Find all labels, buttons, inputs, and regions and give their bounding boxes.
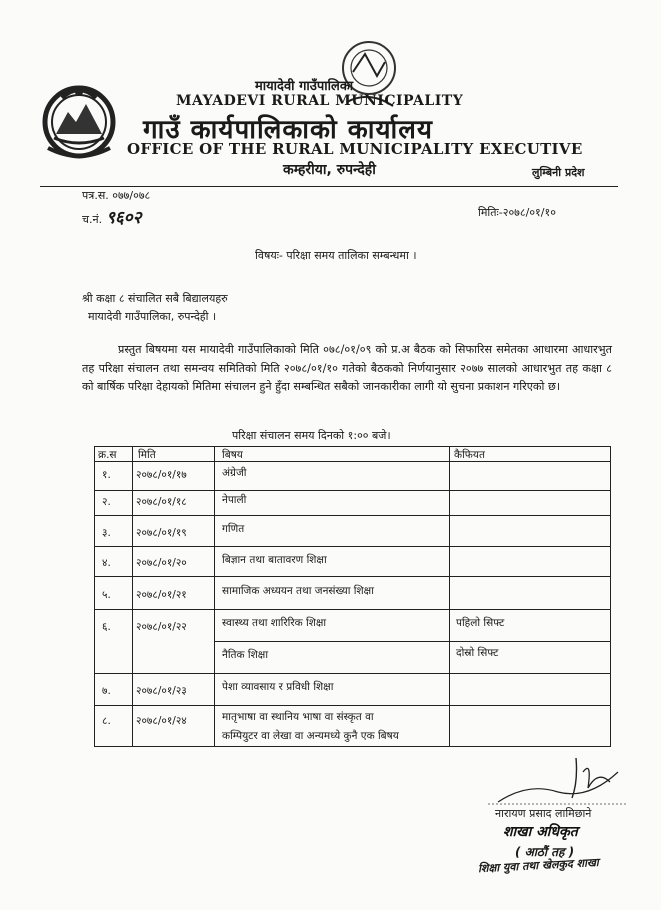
col-header-sn: क्र.स: [98, 449, 117, 461]
row-sn: ६.: [102, 621, 111, 633]
table-border: [94, 546, 611, 547]
table-border: [449, 446, 450, 747]
header-nepali-municipality: मायादेवी गाउँपालिका: [255, 79, 354, 94]
row-date: २०७८/०१/१७: [136, 469, 187, 481]
row-sn: ४.: [102, 557, 111, 569]
exam-schedule-table: [94, 446, 611, 747]
signatory-title-stamp: शाखा अधिकृत: [503, 824, 578, 840]
col-header-remark: कैफियत: [454, 449, 485, 461]
table-border: [132, 446, 133, 747]
row-sn: ७.: [102, 685, 111, 697]
nepal-emblem-icon: [38, 78, 120, 164]
row-remark: दोस्रो सिफ्ट: [456, 647, 499, 659]
table-border: [94, 705, 611, 706]
row-date: २०७८/०१/२१: [136, 589, 187, 601]
row-subject: मातृभाषा वा स्थानिय भाषा वा संस्कृत वा: [222, 711, 374, 723]
row-date: २०७८/०१/२३: [136, 685, 187, 697]
row-date: २०७८/०१/१८: [136, 496, 187, 508]
table-border: [94, 609, 611, 610]
body-paragraph: प्रस्तुत बिषयमा यस मायादेवी गाउँपालिकाको मिति ०७८/०१/०९ को प्र.अ बैठक को सिफारिस समेतका आधारमा आधारभुत तह परिक्षा संचालन तथा समन्वय समितिको मिति २०७८/०१/१० गतेको बैठकको निर्णयानुसार २०७७ सालको आधारभुत तह कक्षा ८ को बार्षिक परिक्षा देहायको मितिमा संचालन हुने हुँदा सम्बन्धित सबैको जानकारीका लागी यो सुचना प्रकाशन गरिएको छ।: [82, 343, 612, 394]
row-subject: नेपाली: [222, 494, 247, 506]
row-date: २०७८/०१/२४: [136, 715, 187, 727]
table-border: [214, 641, 611, 642]
row-date: २०७८/०१/१९: [136, 527, 187, 539]
row-sn: ३.: [102, 527, 111, 539]
row-subject: सामाजिक अध्ययन तथा जनसंख्या शिक्षा: [222, 585, 374, 597]
row-sn: २.: [102, 496, 111, 508]
col-header-subject: बिषय: [222, 449, 243, 461]
header-english-office: OFFICE OF THE RURAL MUNICIPALITY EXECUTIVE: [127, 140, 583, 158]
row-subject: नैतिक शिक्षा: [222, 649, 269, 661]
recipient-line-2: मायादेवी गाउँपालिका, रुपन्देही ।: [88, 310, 217, 323]
row-remark: पहिलो सिफ्ट: [456, 617, 505, 629]
dispatch-number: [82, 205, 141, 228]
row-subject: अंग्रेजी: [222, 467, 247, 479]
row-sn: ८.: [102, 715, 111, 727]
table-border: [94, 673, 611, 674]
dispatch-number-label: च.नं.: [82, 213, 103, 226]
letter-subject: विषयः- परिक्षा समय तालिका सम्बन्धमा ।: [255, 249, 417, 262]
row-subject: स्वास्थ्य तथा शारिरिक शिक्षा: [222, 617, 327, 629]
row-subject-line-2: कम्पियुटर वा लेखा वा अन्यमध्ये कुनै एक बिषय: [222, 730, 399, 742]
header-province: लुम्बिनी प्रदेश: [532, 166, 585, 179]
row-date: २०७८/०१/२२: [136, 621, 187, 633]
table-border: [94, 446, 95, 747]
table-border: [94, 576, 611, 577]
dispatch-number-value: ९६०२: [106, 208, 142, 228]
row-subject: बिज्ञान तथा बातावरण शिक्षा: [222, 554, 327, 566]
letter-number: पत्र.स. ०७७/०७८: [82, 189, 151, 202]
row-subject: गणित: [222, 523, 245, 535]
header-address: कम्हरीया, रुपन्देही: [283, 162, 376, 178]
signatory-level-stamp: ( आठौं तह ): [515, 845, 575, 859]
table-border: [94, 746, 611, 747]
table-caption: परिक्षा संचालन समय दिनको १:०० बजे।: [232, 429, 391, 442]
header-divider: [40, 186, 618, 187]
col-header-date: मिति: [138, 449, 156, 461]
recipient-line-1: श्री कक्षा ८ संचालित सबै बिद्यालयहरु: [82, 292, 228, 305]
signatory-name: नारायण प्रसाद लामिछाने: [495, 807, 592, 820]
table-border: [94, 490, 611, 491]
row-subject: पेशा व्यावसाय र प्रविधी शिक्षा: [222, 681, 334, 693]
table-border: [214, 446, 215, 747]
table-border: [94, 446, 611, 447]
row-sn: ५.: [102, 589, 111, 601]
signatory-section-stamp: शिक्षा युवा तथा खेलकुद शाखा: [477, 855, 600, 876]
header-english-municipality: MAYADEVI RURAL MUNICIPALITY: [176, 93, 464, 109]
letter-date: मितिः-२०७८/०१/१०: [478, 206, 556, 219]
row-date: २०७८/०१/२०: [136, 557, 187, 569]
table-border: [610, 446, 611, 747]
table-border: [94, 461, 611, 462]
row-sn: १.: [102, 469, 111, 481]
header-nepali-office: गाउँ कार्यपालिकाको कार्यालय: [143, 115, 433, 145]
table-border: [94, 515, 611, 516]
